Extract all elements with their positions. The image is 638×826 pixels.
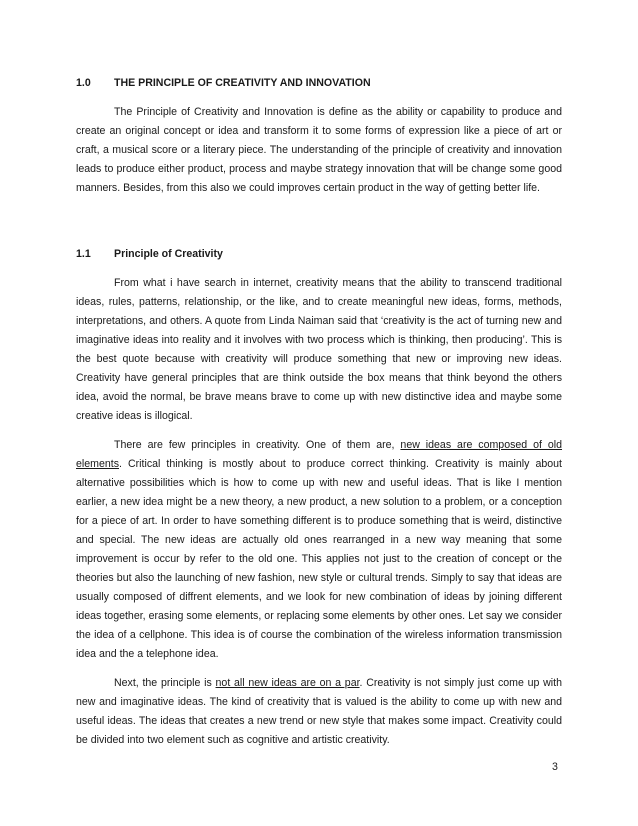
paragraph-text: Next, the principle is bbox=[114, 677, 216, 689]
section-heading-1-1 bbox=[76, 245, 562, 264]
page-number: 3 bbox=[552, 761, 558, 773]
paragraph-text: There are few principles in creativity. One of them are, bbox=[114, 439, 401, 451]
body-paragraph bbox=[76, 674, 562, 750]
page-content bbox=[76, 74, 562, 760]
body-paragraph: From what i have search in internet, creativity means that the ability to transcend traditional ideas, rules, patterns, relationship, or the like, and to create meaningful new ideas, forms, methods, interpretations, and others. A quote from Linda Naiman said that ‘creativity is the act of turning new and imaginative ideas into reality and it involves with two process which is thinking, then producing’. This is the best quote because with creativity will produce something that new or improving new ideas. Creativity have general principles that are think outside the box means that think beyond the others idea, avoid the normal, be brave means brave to come up with new distinctive idea and maybe some creative ideas is illogical. bbox=[76, 277, 562, 422]
body-paragraph bbox=[76, 436, 562, 664]
section-spacer bbox=[76, 208, 562, 245]
underlined-principle: new ideas are composed of old elements bbox=[76, 439, 563, 470]
underlined-principle: not all new ideas are on a par bbox=[215, 677, 360, 689]
section-title: Principle of Creativity bbox=[114, 248, 223, 260]
section-number: 1.0 bbox=[76, 77, 91, 89]
section-number: 1.1 bbox=[76, 248, 91, 260]
section-heading-1-0 bbox=[76, 74, 562, 93]
section-title: THE PRINCIPLE OF CREATIVITY AND INNOVATION bbox=[114, 77, 371, 89]
paragraph-text: . Critical thinking is mostly about to produce correct thinking. Creativity is mainly about alternative possibilities which is how to come up with new and useful ideas. That is like I mention earlier, a new idea might be a new theory, a new product, a new solution to a problem, or a conception for a piece of art. In order to have something different is to produce something that is weird, distinctive and special. The new ideas are actually old ones rearranged in a new way meaning that some improvement is occur by refer to the old one. This applies not just to the creation of concept or the theories but also the launching of new fashion, new style or cultural trends. Simply to say that ideas are usually composed of diffrent elements, and we look for new combination of ideas by joining different ideas together, erasing some elements, or replacing some elements by other ones. Let say we consider the idea of a cellphone. This idea is of course the combination of the wireless information transmission idea and the a telephone idea. bbox=[76, 458, 562, 660]
body-paragraph: The Principle of Creativity and Innovation is define as the ability or capability to produce and create an original concept or idea and transform it to some forms of expression like a piece of art or craft, a musical score or a literary piece. The understanding of the principle of creativity and innovation leads to produce either product, process and maybe strategy innovation that will be change some good manners. Besides, from this also we could improves certain product in the way of getting better life. bbox=[76, 106, 562, 194]
paragraph-text: . Creativity is not simply just come up with new and imaginative ideas. The kind of creativity that is valued is the ability to come up with new and useful ideas. The ideas that creates a new trend or new style that makes some impact. Creativity could be divided into two element such as cognitive and artistic creativity. bbox=[76, 677, 562, 746]
